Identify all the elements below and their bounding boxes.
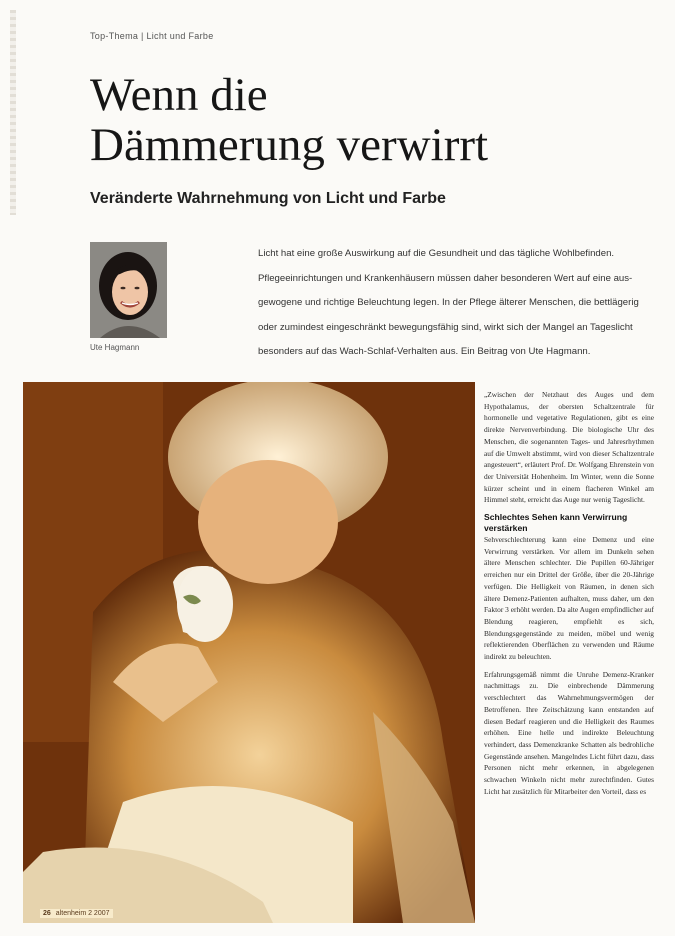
author-portrait (90, 242, 167, 338)
article-photo (23, 382, 475, 923)
portrait-illustration (90, 242, 167, 338)
title-line-2: Dämmerung verwirrt (90, 119, 489, 171)
body-text-column (484, 389, 654, 804)
page-footer (40, 909, 113, 918)
page-edge-marks (10, 10, 16, 215)
journal-name: altenheim 2 2007 (55, 910, 110, 917)
article-intro: Licht hat eine große Auswirkung auf die Gesundheit und das tägliche Wohlbefinden. Pflegeeinrichtungen und Krankenhäusern müssen daher besonderen Wert auf eine aus-gewogene und richtige Beleuchtung legen. In der Pflege älterer Menschen, die bettlägerig oder zumindest eingeschränkt bewegungsfähig sind, wirkt sich der Mangel an Tageslicht besonders auf das Wach-Schlaf-Verhalten aus. Ein Beitrag von Ute Hagmann. (258, 248, 639, 358)
body-paragraph-3: Erfahrungsgemäß nimmt die Unruhe Demenz-Kranker nachmittags zu. Die einbrechende Dämmerung verschlechtert das Wahrnehmungsvermögen der Betroffenen. Ihre Zeitschätzung kann entstanden auf diesen Bedarf reagieren und die Helligkeit des Raumes erhöhen. Eine helle und indirekte Beleuchtung verhindert, dass Demenzkranke Schatten als bedrohliche Gegenstände ansehen. Mangelndes Licht führt dazu, dass Personen nicht mehr erkennen, in abgelegenen schwachen Winkeln nicht mehr zurechtfinden. Gutes Licht hat zusätzlich für Mitarbeiter den Vorteil, dass es (484, 669, 654, 796)
author-caption: Ute Hagmann (90, 343, 140, 352)
title-line-1: Wenn die (90, 69, 268, 121)
page-number: 26 (43, 910, 51, 917)
body-paragraph-1: „Zwischen der Netzhaut des Auges und dem Hypothalamus, der obersten Schaltzentrale für hormonelle und vegetative Regulationen, gibt es eine direkte Nervenverbindung. Die biologische Uhr des Menschen, die sogenannten Tages- und Jahresrhythmen auf die Umwelt abstimmt, wird von dieser Schaltzentrale angesteuert“, erläutert Prof. Dr. Wolfgang Ehrenstein von der Universität Hohenheim. Im Winter, wenn die Sonne kürzer scheint und in einem flacheren Winkel am Himmel steht, erreicht das Auge nur wenig Tageslicht. (484, 390, 654, 505)
section-kicker: Top-Thema | Licht und Farbe (90, 31, 214, 41)
section-heading: Schlechtes Sehen kann Verwirrung verstärken (484, 512, 628, 533)
article-title (90, 70, 488, 170)
body-paragraph-2: Sehverschlechterung kann eine Demenz und eine Verwirrung verstärken. Vor allem im Dunkeln sehen ältere Menschen schlechter. Die Pupillen 60-Jähriger erreichen nur ein Drittel der Größe, über die 20-Jährige verfügen. Die Helligkeit von Räumen, in denen sich ältere Demenz-Patienten aufhalten, muss daher, um den Faktor 3 erhöht werden. Da alte Augen empfindlicher auf Blendung reagieren, empfiehlt es sich, Blendungsgegenstände zu meiden, möbel und wenig reflektierenden Oberflächen zu verwenden und Räume indirekt zu beleuchten. (484, 535, 654, 662)
article-subtitle: Veränderte Wahrnehmung von Licht und Farbe (90, 190, 446, 207)
photo-illustration (23, 382, 475, 923)
